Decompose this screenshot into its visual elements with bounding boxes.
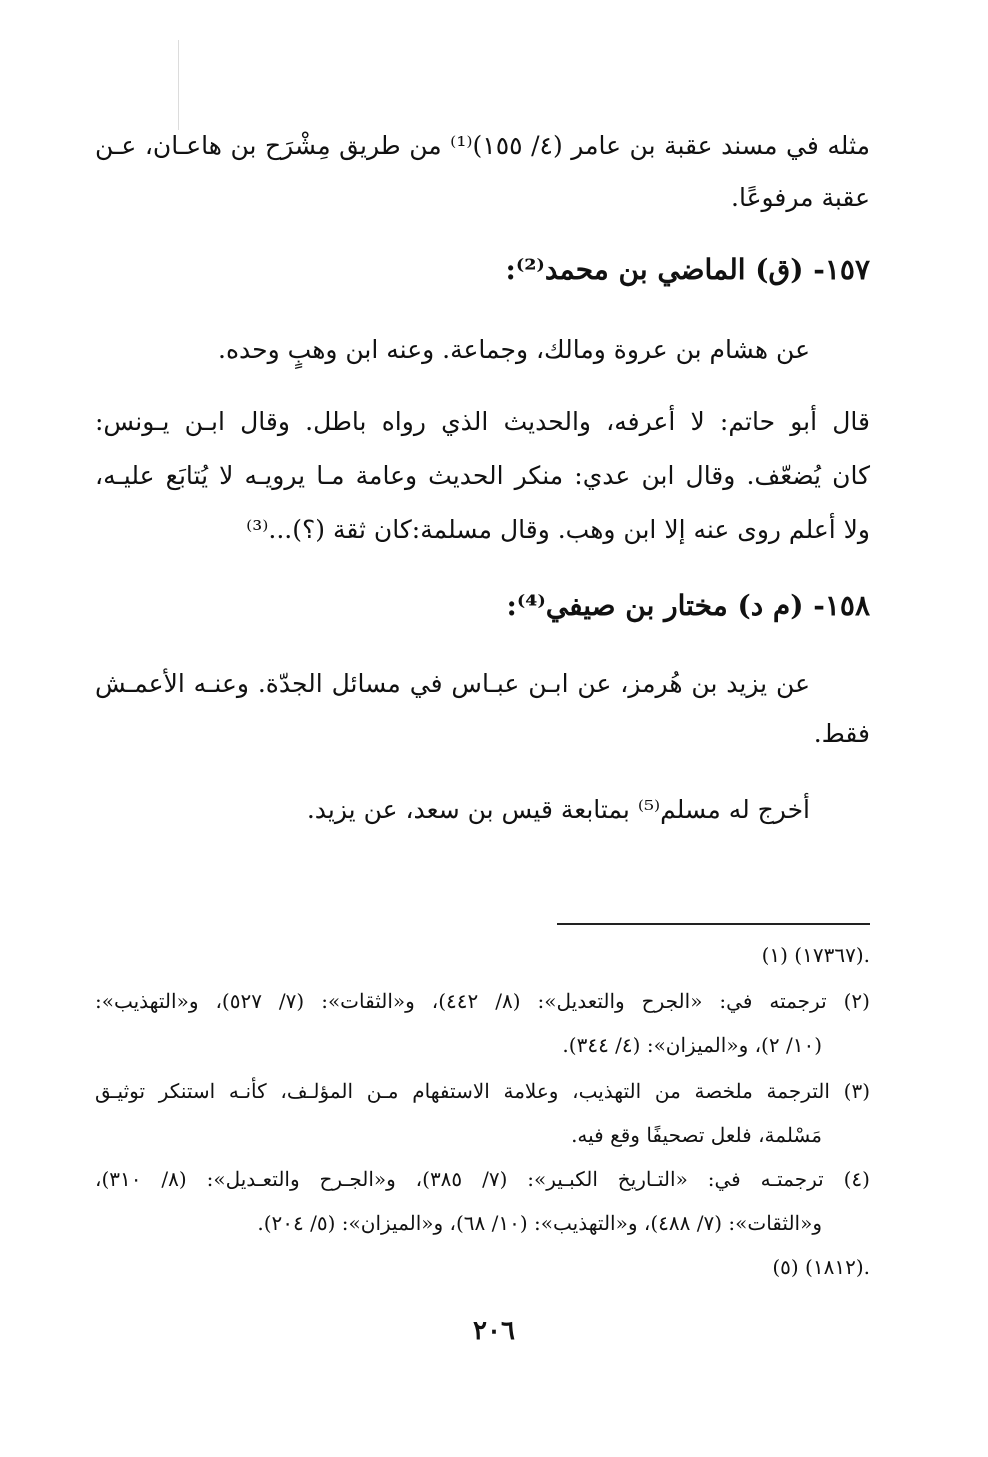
footnote-line: (١٠/ ٢)، و«الميزان»: (٤/ ٣٤٤). <box>562 1033 822 1057</box>
footnotes <box>95 0 870 1300</box>
paragraph-line: قال أبو حاتم: لا أعرفه، والحديث الذي رواه باطل. وقال ابـن يـونس: <box>95 407 870 436</box>
entry-heading-158: ١٥٨- (م د) مختار بن صيفي⁽⁴⁾: <box>506 589 870 622</box>
footnote-line: (١) (١٧٣٦٧). <box>761 943 870 967</box>
paragraph-line: فقط. <box>813 719 870 748</box>
footnote-line: (٥) (١٨١٢). <box>772 1255 870 1279</box>
paragraph-line: مثله في مسند عقبة بن عامر (٤/ ١٥٥)⁽¹⁾ من طريق مِشْرَح بن هاعـان، عـن <box>95 131 871 160</box>
footnote-line: و«الثقات»: (٧/ ٤٨٨)، و«التهذيب»: (١٠/ ٦٨)، و«الميزان»: (٥/ ٢٠٤). <box>257 1211 822 1235</box>
paragraph-line: أخرج له مسلم⁽⁵⁾ بمتابعة قيس بن سعد، عن يزيد. <box>306 795 810 824</box>
paragraph-line: عن هشام بن عروة ومالك، وجماعة. وعنه ابن وهبٍ وحده. <box>218 335 810 364</box>
entry-heading-157: ١٥٧- (ق) الماضي بن محمد⁽²⁾: <box>505 253 870 286</box>
footnote-line: (٤) ترجمتـه في: «التـاريخ الكبـير»: (٧/ ٣٨٥)، و«الجـرح والتعـديل»: (٨/ ٣١٠)، <box>95 1167 870 1191</box>
page-number: ٢٠٦ <box>473 1316 515 1346</box>
footnote-line: مَسْلمة، فلعل تصحيفًا وقع فيه. <box>571 1123 822 1147</box>
paragraph-line: عقبة مرفوعًا. <box>731 183 870 212</box>
paragraph-line: عن يزيد بن هُرمز، عن ابـن عبـاس في مسائل الجدّة. وعنـه الأعمـش <box>95 669 810 698</box>
footnote-line: (٣) الترجمة ملخصة من التهذيب، وعلامة الاستفهام مـن المؤلـف، كأنـه استنكر توثيـق <box>95 1079 870 1103</box>
paragraph-line: كان يُضعّف. وقال ابن عدي: منكر الحديث وعامة مـا يرويـه لا يُتابَع عليـه، <box>95 461 870 490</box>
paragraph-line: ولا أعلم روى عنه إلا ابن وهب. وقال مسلمة:كان ثقة (؟)...⁽³⁾ <box>246 515 870 544</box>
footnote-line: (٢) ترجمته في: «الجرح والتعديل»: (٨/ ٤٤٢)، و«الثقات»: (٧/ ٥٢٧)، و«التهذيب»: <box>95 989 870 1013</box>
